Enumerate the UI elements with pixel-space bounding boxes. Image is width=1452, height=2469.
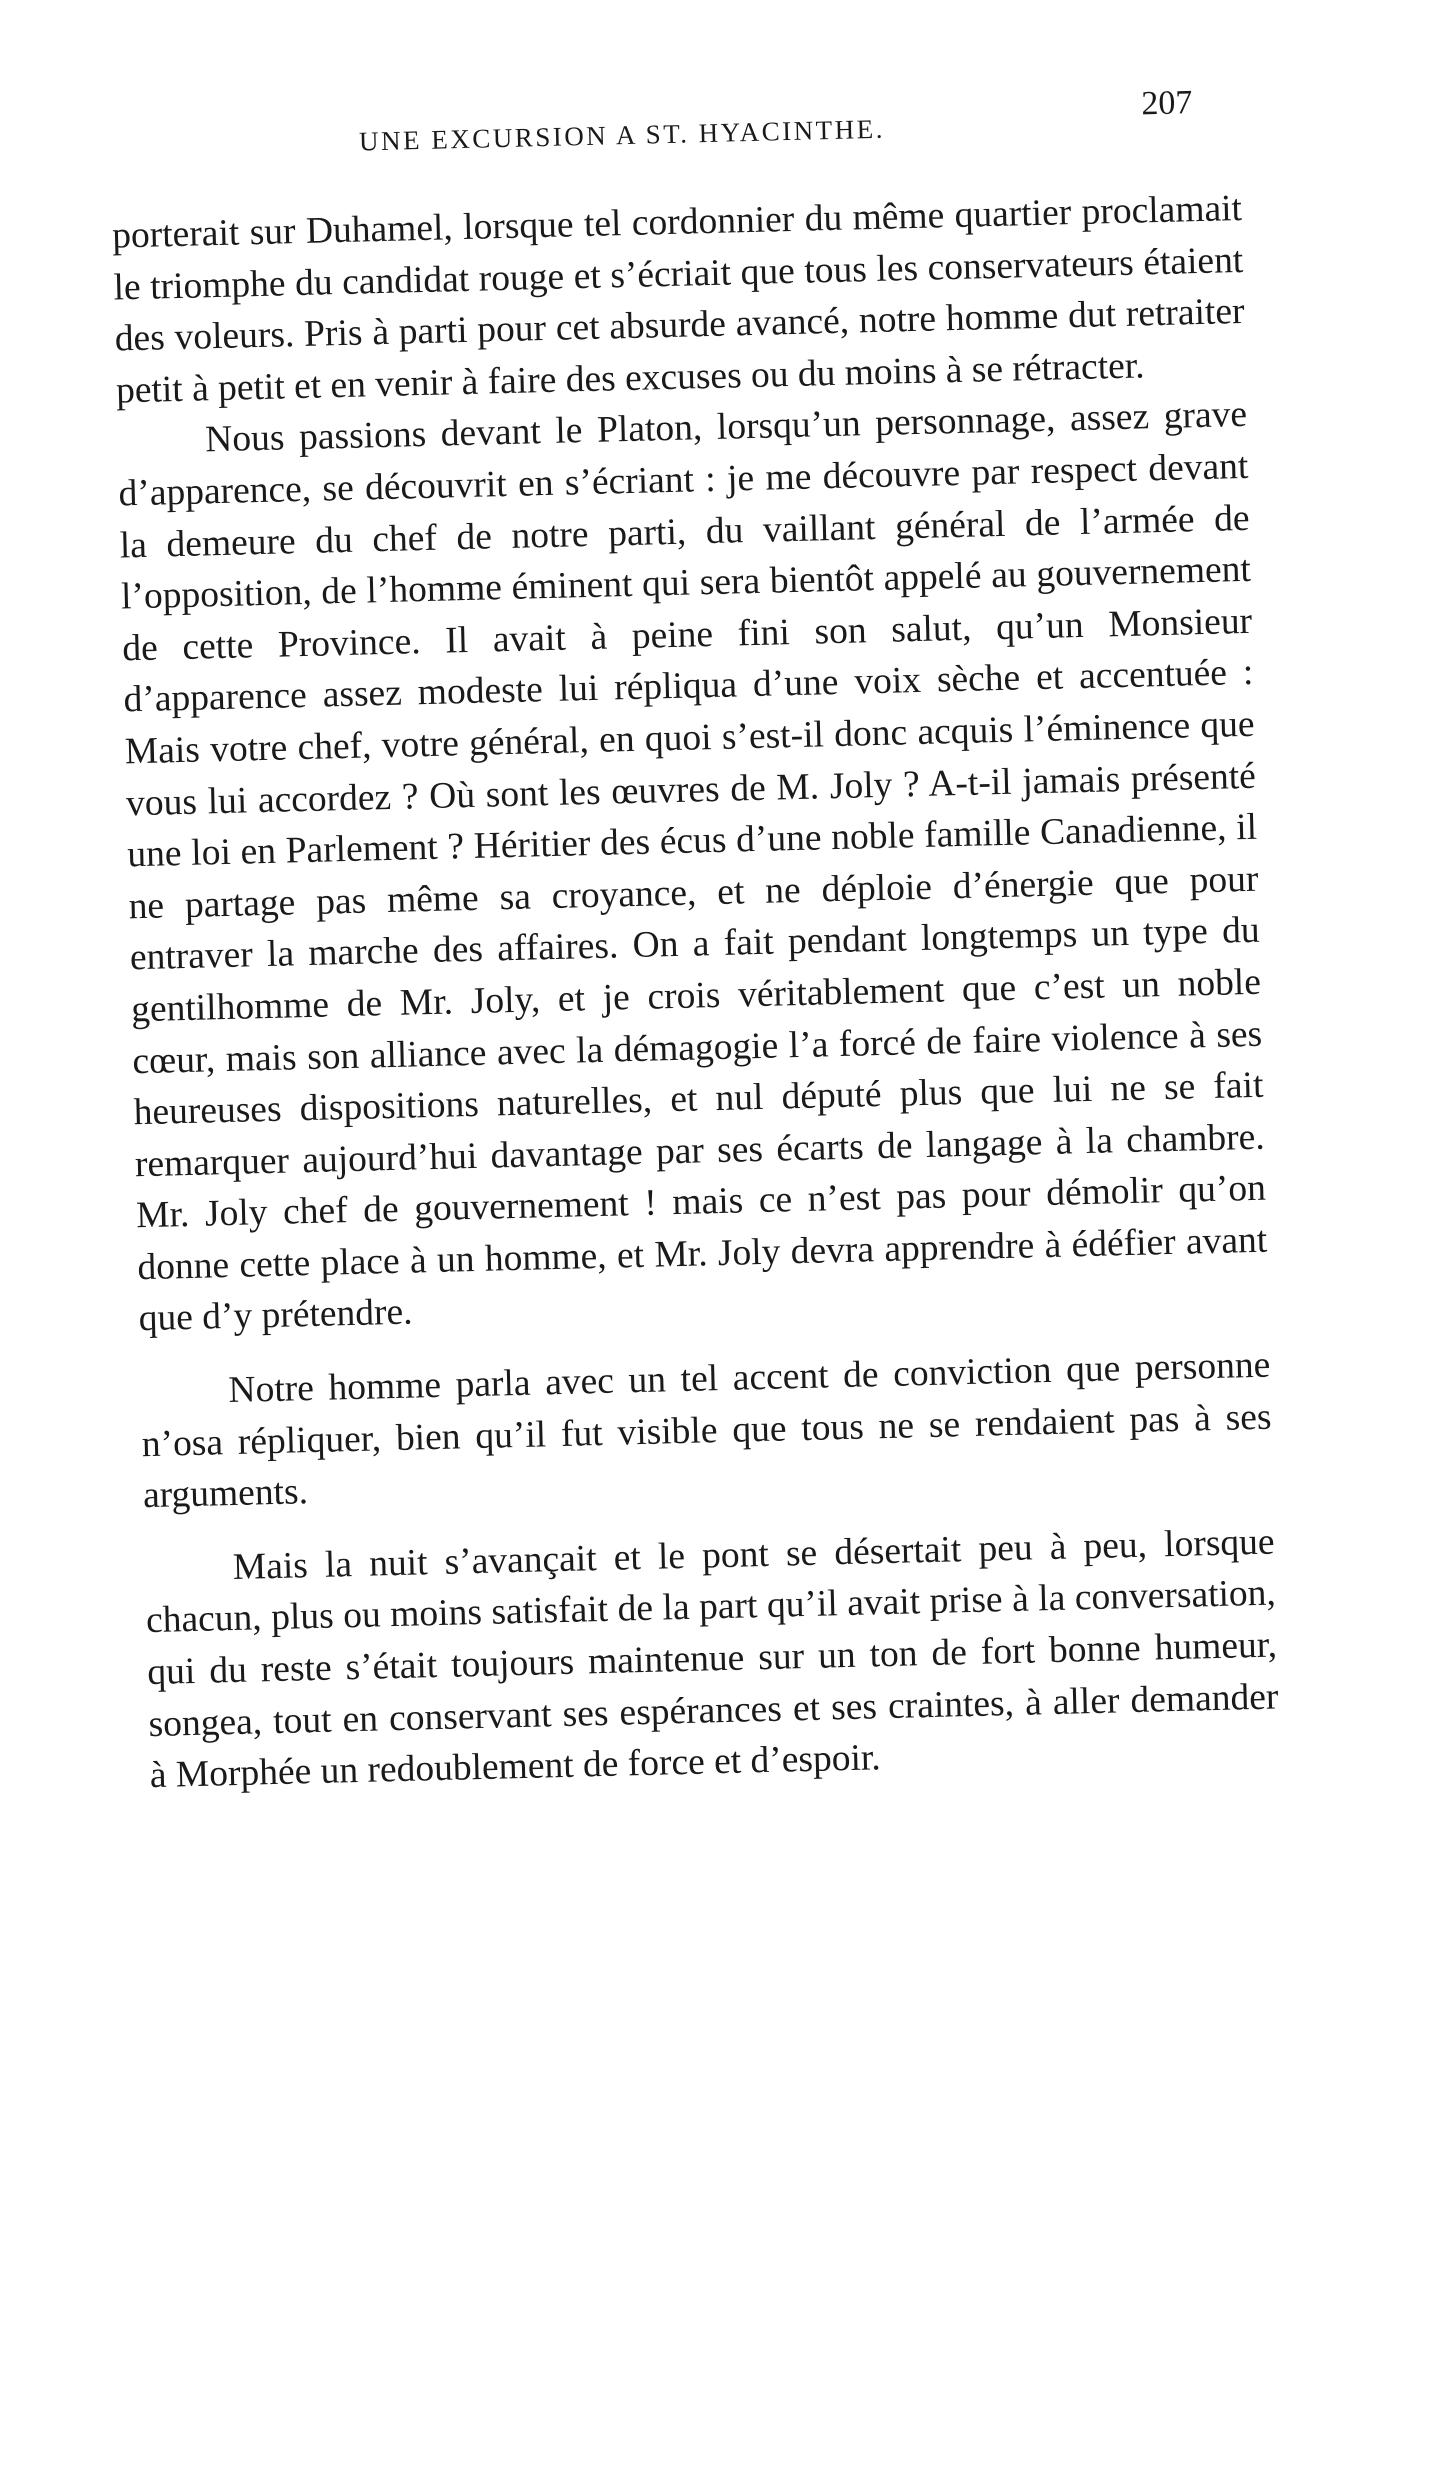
paragraph-4: Mais la nuit s’avançait et le pont se désertait peu à peu, lorsque chacun, plus ou moins satisfait de la part qu’il avait prise à la conversation, qui du reste s’était toujours maintenue sur un ton de fort bonne humeur, songea, tout en conservant ses espérances et ses craintes, à aller demander à Morphée un redoublement de force et d’espoir. (145, 1521, 1279, 1797)
paragraph-2: Nous passions devant le Platon, lorsqu’un personnage, assez grave d’apparence, se découvrit en s’écriant : je me découvre par respect devant la demeure du chef de notre parti, du vaillant général de l’armée de l’opposition, de l’homme éminent qui sera bientôt appelé au gouvernement de cette Province. Il avait à peine fini son salut, qu’un Monsieur d’apparence assez modeste lui répliqua d’une voix sèche et accentuée : Mais votre chef, votre général, en quoi s’est-il donc acquis l’éminence que vous lui accordez ? Où sont les œuvres de M. Joly ? A-t-il jamais présenté une loi en Parlement ? Héritier des écus d’une noble famille Canadienne, il ne partage pas même sa croyance, et ne déploie d’énergie que pour entraver la marche des affaires. On a fait pendant longtemps un type du gentilhomme de Mr. Joly, et je crois véritablement que c’est un noble cœur, mais son alliance avec la démagogie l’a forcé de faire violence à ses heureuses dispositions naturelles, et nul député plus que lui ne se fait remarquer aujourd’hui davantage par ses écarts de langage à la chambre. Mr. Joly chef de gouvernement ! mais ce n’est pas pour démolir qu’on donne cette place à un homme, et Mr. Joly devra apprendre à édéfier avant que d’y prétendre. (118, 394, 1268, 1340)
running-head: UNE EXCURSION A ST. HYACINTHE. (358, 113, 886, 157)
paragraph-3: Notre homme parla avec un tel accent de conviction que personne n’osa répliquer, bien qu’il fut visible que tous ne se rendaient pas à ses arguments. (141, 1344, 1272, 1517)
page-number: 207 (1140, 84, 1193, 123)
body-text (112, 183, 1281, 1802)
paragraph-1: porterait sur Duhamel, lorsque tel cordonnier du même quartier proclamait le triomphe du candidat rouge et s’écriait que tous les conservateurs étaient des voleurs. Pris à parti pour cet absurde avancé, notre homme dut retraiter petit à petit et en venir à faire des excuses ou du moins à se rétracter. (111, 187, 1245, 412)
